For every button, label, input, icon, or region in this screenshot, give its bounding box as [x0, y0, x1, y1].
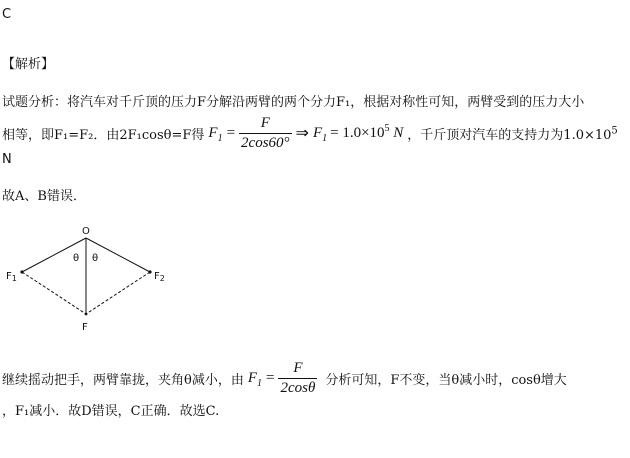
arrowhead-f: [85, 313, 88, 316]
formula-result-value: = $1.0\times 10^5$ N: [330, 122, 404, 141]
fraction-numerator: F: [260, 114, 270, 131]
dashed-right: [86, 272, 150, 314]
formula-result: $F_1$: [312, 124, 328, 144]
label-o: O: [82, 226, 90, 237]
analysis-line-6: ，F₁减小．故D错误，C正确．故选C.: [2, 404, 220, 419]
formula-f1-lhs: $F_1$: [208, 124, 223, 144]
answer-letter: C: [2, 7, 12, 22]
label-f2: $F_2$: [154, 271, 165, 283]
arrowhead-f1: [20, 270, 23, 273]
force-diagram: [0, 222, 200, 342]
formula-equals: =: [226, 124, 236, 141]
analysis-line-4: 故A、B错误．: [2, 189, 86, 204]
formula2-lhs: $F_1$: [247, 369, 262, 389]
line5-prefix: 继续摇动把手，两臂靠拢，夹角θ减小，由: [2, 372, 244, 388]
label-f: F: [82, 322, 88, 333]
formula-fraction: [239, 115, 292, 152]
fraction2-denominator: 2cosθ: [280, 379, 316, 396]
formula2-equals: =: [266, 369, 275, 386]
line2-prefix: 相等，即F₁=F₂．由2F₁cosθ=F得: [2, 127, 205, 143]
analysis-line-2: [2, 113, 618, 153]
implies-arrow: ⇒: [295, 125, 309, 142]
formula2-fraction: [278, 360, 317, 397]
label-f1: $F_1$: [6, 271, 17, 283]
dashed-left: [22, 272, 86, 314]
arrowhead-f2: [148, 270, 151, 273]
analysis-line-1: 试题分析：将汽车对千斤顶的压力F分解沿两臂的两个分力F₁，根据对称性可知，两臂受到的压力大小: [2, 95, 585, 110]
analysis-line-3: N: [2, 152, 12, 167]
analysis-line-5: [2, 358, 567, 398]
section-title: 【解析】: [2, 57, 55, 72]
line2-suffix: ，千斤顶对汽车的支持力为$1.0\times 10^5$: [407, 125, 618, 143]
fraction2-numerator: F: [293, 359, 303, 376]
fraction-denominator: 2cos60°: [241, 134, 290, 151]
label-theta-left: θ: [73, 253, 80, 264]
line5-suffix: 分析可知，F不变，当θ减小时，cosθ增大: [325, 372, 567, 388]
label-theta-right: θ: [92, 253, 99, 264]
